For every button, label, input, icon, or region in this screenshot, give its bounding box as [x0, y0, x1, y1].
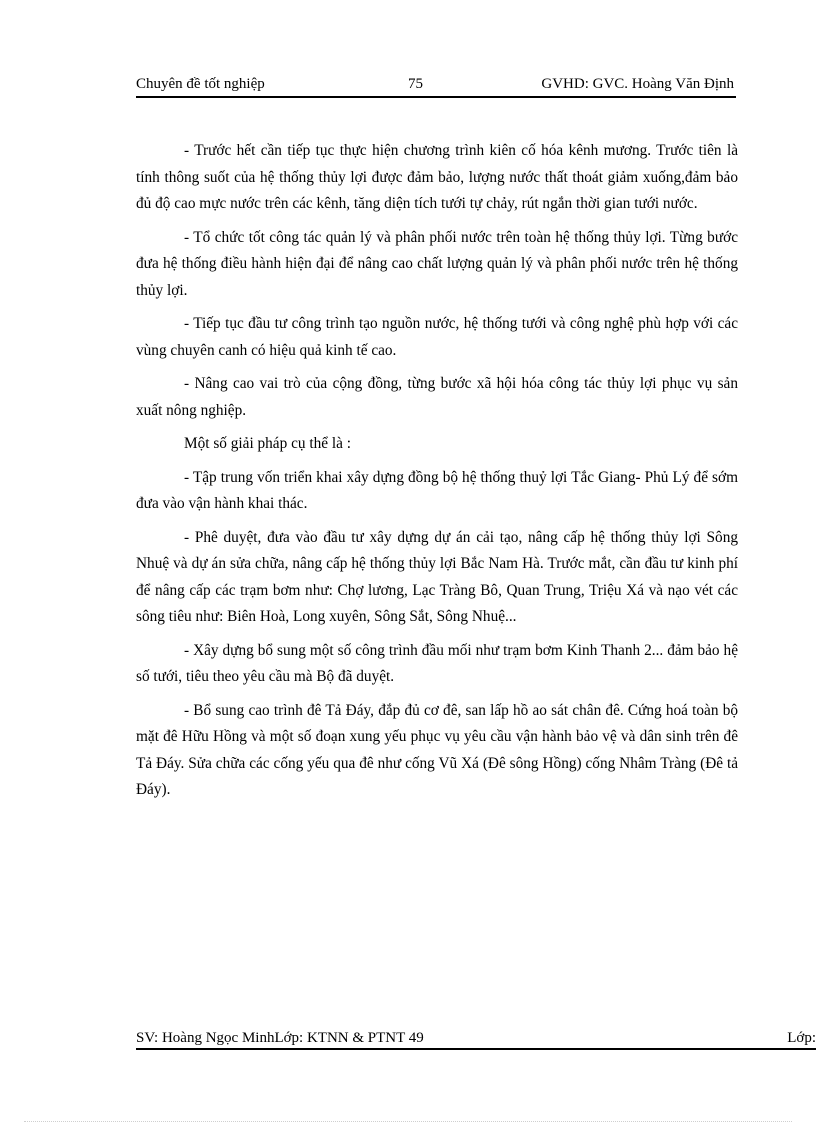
- page-header: [136, 76, 736, 98]
- header-supervisor: GVHD: GVC. Hoàng Văn Định: [541, 76, 734, 92]
- paragraph-1: - Trước hết cần tiếp tục thực hiện chương trình kiên cố hóa kênh mương. Trước tiên là tính thông suốt của hệ thống thủy lợi được đảm bảo, lượng nước thất thoát giảm xuống,đảm bảo đủ độ cao mực nước trên các kênh, tăng diện tích tưới tự chảy, rút ngắn thời gian tưới nước.: [136, 142, 738, 212]
- paragraph-7: - Phê duyệt, đưa vào đầu tư xây dựng dự án cải tạo, nâng cấp hệ thống thủy lợi Sông Nhuệ và dự án sửa chữa, nâng cấp hệ thống thủy lợi Bắc Nam Hà. Trước mắt, cần đầu tư kinh phí để nâng cấp các trạm bơm như: Chợ lương, Lạc Tràng Bô, Quan Trung, Triệu Xá và nạo vét các sông tiêu như: Biên Hoà, Long xuyên, Sông Sắt, Sông Nhuệ...: [136, 528, 738, 625]
- paragraph-5: Một số giải pháp cụ thể là :: [184, 435, 351, 452]
- footer-class-label: Lớp:: [787, 1030, 816, 1046]
- page-number: 75: [408, 76, 423, 92]
- document-body: [136, 138, 738, 811]
- paragraph-4: - Nâng cao vai trò của cộng đồng, từng bước xã hội hóa công tác thủy lợi phục vụ sản xuất nông nghiệp.: [136, 375, 738, 419]
- paragraph-6: - Tập trung vốn triển khai xây dựng đồng bộ hệ thống thuỷ lợi Tắc Giang- Phủ Lý để sớm đưa vào vận hành khai thác.: [136, 468, 738, 512]
- paragraph-3: - Tiếp tục đầu tư công trình tạo nguồn nước, hệ thống tưới và công nghệ phù hợp với các vùng chuyên canh có hiệu quả kinh tế cao.: [136, 315, 738, 359]
- paragraph-8: - Xây dựng bổ sung một số công trình đầu mối như trạm bơm Kinh Thanh 2... đảm bảo hệ số tưới, tiêu theo yêu cầu mà Bộ đã duyệt.: [136, 641, 738, 685]
- footer-student-info: SV: Hoàng Ngọc MinhLớp: KTNN & PTNT 49: [136, 1030, 424, 1046]
- header-document-title: Chuyên đề tốt nghiệp: [136, 76, 265, 92]
- paragraph-9: - Bổ sung cao trình đê Tả Đáy, đắp đủ cơ đê, san lấp hồ ao sát chân đê. Cứng hoá toàn bộ mặt đê Hữu Hồng và một số đoạn xung yếu phục vụ yêu cầu vận hành bảo vệ và dân sinh trên đê Tả Đáy. Sửa chữa các cống yếu qua đê như cống Vũ Xá (Đê sông Hồng) cống Nhâm Tràng (Đê tả Đáy).: [136, 701, 738, 798]
- page-footer: [136, 1030, 816, 1050]
- paragraph-2: - Tổ chức tốt công tác quản lý và phân phối nước trên toàn hệ thống thủy lợi. Từng bước đưa hệ thống điều hành hiện đại để nâng cao chất lượng quản lý và phân phối nước trên hệ thống thủy lợi.: [136, 228, 738, 299]
- page-bottom-divider: [24, 1121, 792, 1122]
